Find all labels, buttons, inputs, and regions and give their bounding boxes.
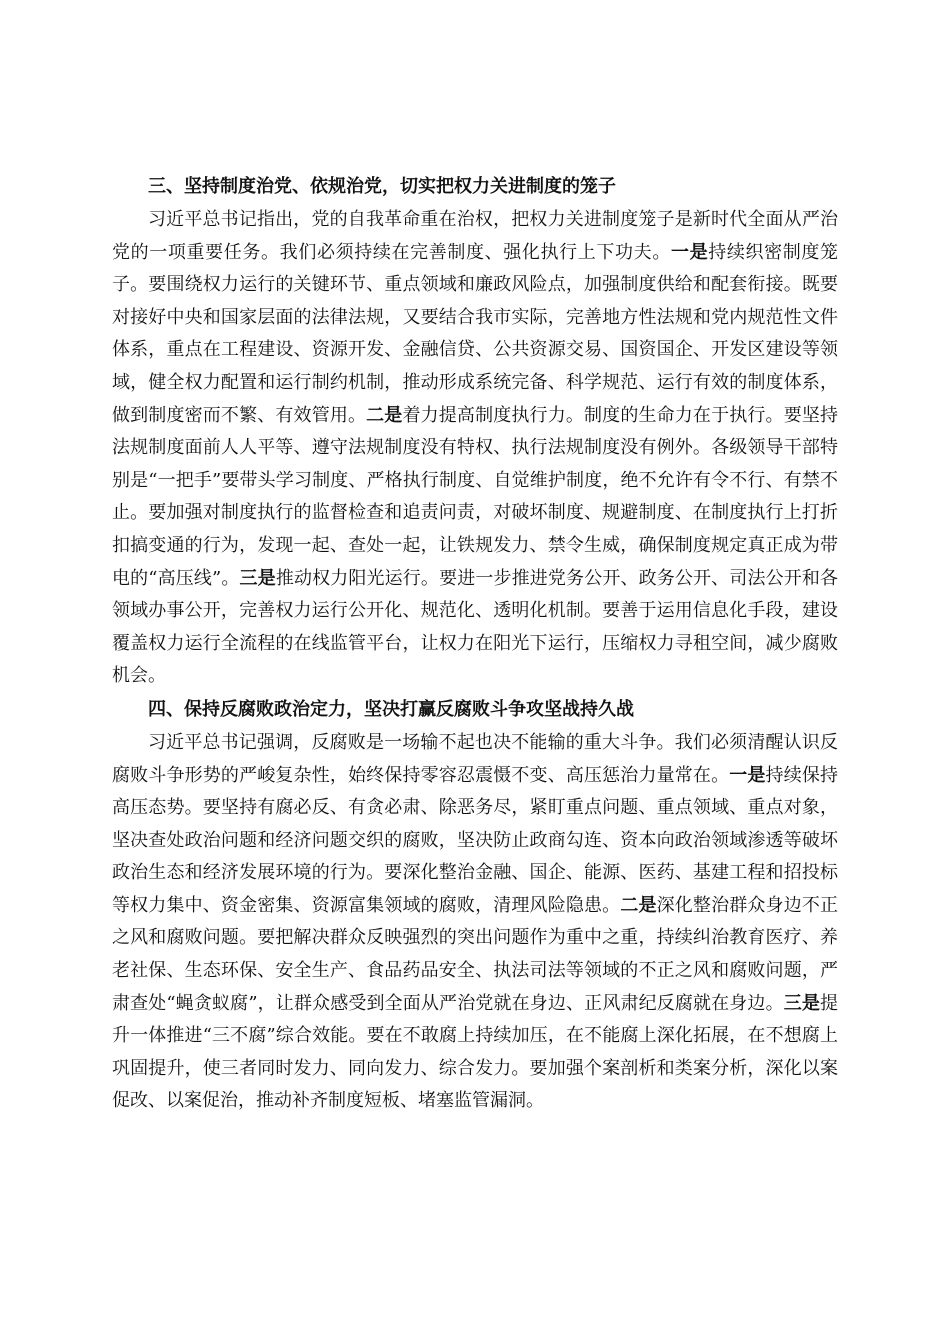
section-four <box>112 693 838 1118</box>
paragraph-text: 深化整治群众身边不正之风和腐败问题。要把解决群众反映强烈的突出问题作为重中之重，持续纠治教育医疗、养老社保、生态环保、安全生产、食品药品安全、执法司法等领域的不正之风和腐败问题，严肃查处“蝇贪蚁腐”，让群众感受到全面从严治党就在身边、正风肃纪反腐就在身边。 <box>112 894 839 1014</box>
paragraph-text: 习近平总书记指出，党的自我革命重在治权，把权力关进制度笼子是新时代全面从严治党的一项重要任务。我们必须持续在完善制度、强化执行上下功夫。 <box>112 209 838 263</box>
paragraph-text: 着力提高制度执行力。制度的生命力在于执行。要坚持法规制度面前人人平等、遵守法规制度没有特权、执行法规制度没有例外。各级领导干部特别是“一把手”要带头学习制度、严格执行制度、自觉维护制度，绝不允许有令不行、有禁不止。要加强对制度执行的监督检查和追责问责，对破坏制度、规避制度、在制度执行上打折扣搞变通的行为，发现一起、查处一起，让铁规发力、禁令生威，确保制度规定真正成为带电的“高压线”。 <box>112 404 839 589</box>
document-page <box>112 170 838 1118</box>
paragraph-text: 持续保持高压态势。要坚持有腐必反、有贪必肃、除恶务尽，紧盯重点问题、重点领域、重点对象，坚决查处政治问题和经济问题交织的腐败，坚决防止政商勾连、资本向政治领域渗透等破坏政治生态和经济发展环境的行为。要深化整治金融、国企、能源、医药、基建工程和招投标等权力集中、资金密集、资源富集领域的腐败，清理风险隐患。 <box>112 764 839 916</box>
section-paragraph <box>112 727 838 1118</box>
paragraph-emphasis: 二是 <box>620 894 657 916</box>
paragraph-emphasis: 一是 <box>729 764 766 786</box>
section-heading: 四、保持反腐败政治定力，坚决打赢反腐败斗争攻坚战持久战 <box>148 698 634 720</box>
paragraph-text: 推动权力阳光运行。要进一步推进党务公开、政务公开、司法公开和各领域办事公开，完善权力运行公开化、规范化、透明化机制。要善于运用信息化手段，建设覆盖权力运行全流程的在线监管平台，让权力在阳光下运行，压缩权力寻租空间，减少腐败机会。 <box>112 567 839 687</box>
paragraph-text: 持续织密制度笼子。要围绕权力运行的关键环节、重点领域和廉政风险点，加强制度供给和配套衔接。既要对接好中央和国家层面的法律法规，又要结合我市实际，完善地方性法规和党内规范性文件体系，重点在工程建设、资源开发、金融信贷、公共资源交易、国资国企、开发区建设等领域，健全权力配置和运行制约机制，推动形成系统完备、科学规范、运行有效的制度体系，做到制度密而不繁、有效管用。 <box>112 241 839 426</box>
paragraph-emphasis: 三是 <box>783 992 820 1014</box>
section-paragraph <box>112 204 838 693</box>
section-heading: 三、坚持制度治党、依规治党，切实把权力关进制度的笼子 <box>148 176 616 197</box>
paragraph-text: 习近平总书记强调，反腐败是一场输不起也决不能输的重大斗争。我们必须清醒认识反腐败斗争形势的严峻复杂性，始终保持零容忍震慑不变、高压惩治力量常在。 <box>112 731 838 786</box>
paragraph-emphasis: 一是 <box>670 241 709 263</box>
paragraph-emphasis: 二是 <box>366 404 403 426</box>
paragraph-text: 提升一体推进“三不腐”综合效能。要在不敢腐上持续加压，在不能腐上深化拓展，在不想腐上巩固提升，使三者同时发力、同向发力、综合发力。要加强个案剖析和类案分析，深化以案促改、以案促治，推动补齐制度短板、堵塞监管漏洞。 <box>112 992 838 1112</box>
paragraph-emphasis: 三是 <box>239 567 276 589</box>
section-three <box>112 170 838 693</box>
